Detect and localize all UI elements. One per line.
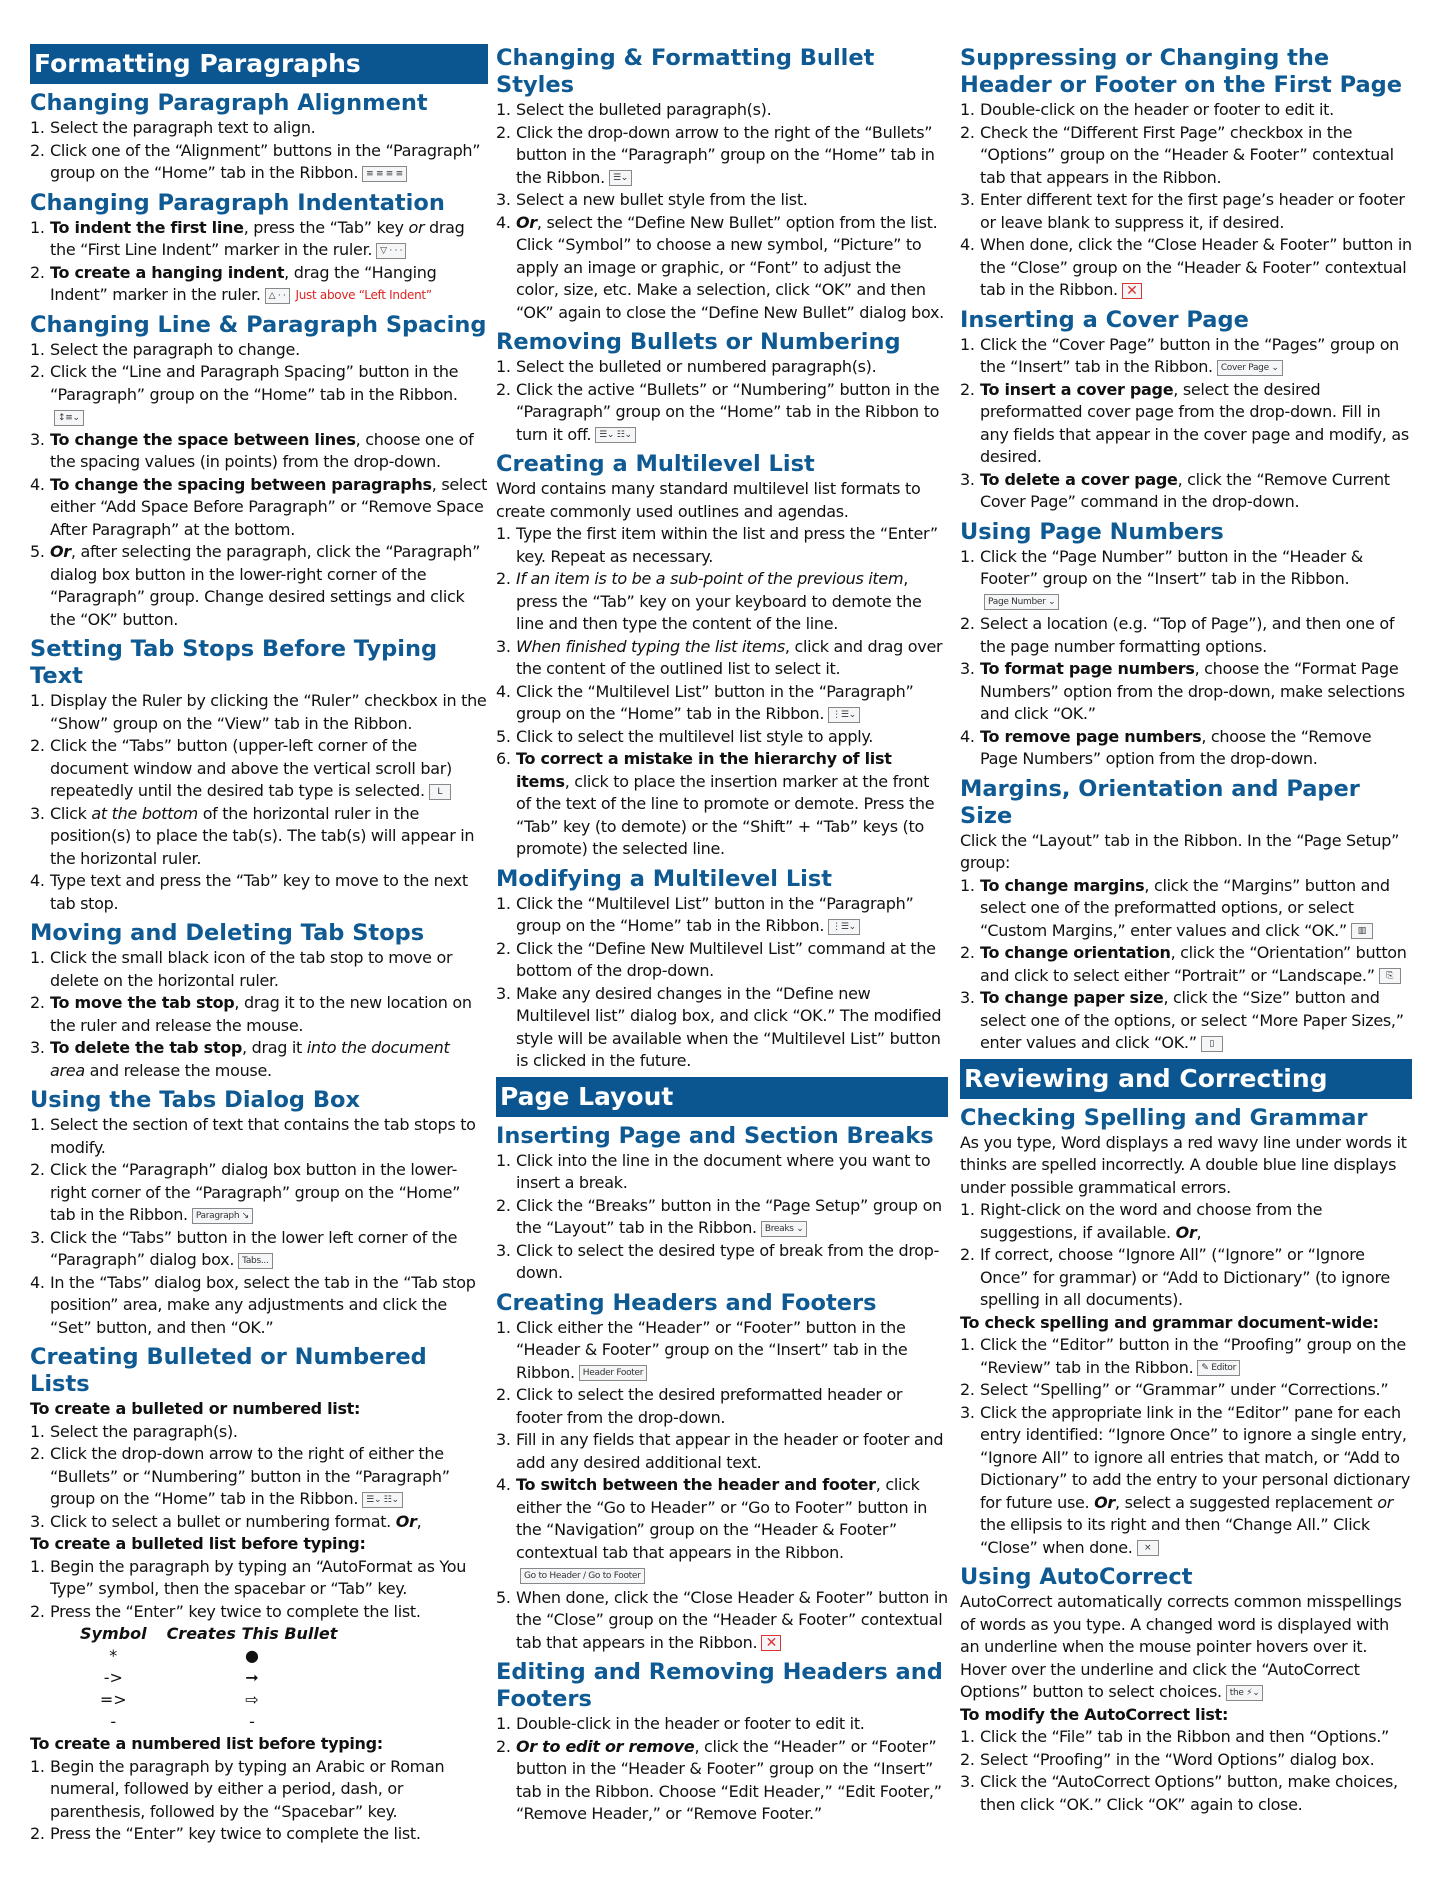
list-item [496, 938, 948, 983]
list-item [496, 1195, 948, 1240]
paragraph-group-icon: Paragraph ↘ [192, 1208, 253, 1224]
list-item [496, 122, 948, 190]
table-row [70, 1711, 347, 1733]
bullets-dropdown-icon: ☰⌄ [609, 170, 632, 186]
text-run: Select the section of text that contains the tab stops to modify. [50, 1115, 476, 1157]
text-run: , select the “Define New Bullet” option from the list. Click “Symbol” to choose a new symbol, “Picture” to apply an image or graphic, or “Font” to adjust the color, size, etc. Make a selection, click “OK” and then “OK” again to close the “Define New Bullet” dialog box. [516, 212, 944, 322]
text-run: To modify the AutoCorrect list: [960, 1704, 1229, 1724]
text-run: Click the “Define New Multilevel List” command at the bottom of the drop-down. [516, 938, 936, 980]
column-2 [496, 40, 948, 1826]
text-run: , drag it [242, 1038, 307, 1057]
bold-text: To remove page numbers [980, 726, 1202, 746]
list-item [30, 947, 488, 992]
list-item [30, 474, 488, 542]
list-item [30, 339, 488, 362]
text-run: Click to select the desired preformatted header or footer from the drop-down. [516, 1385, 903, 1427]
table-row [70, 1689, 347, 1711]
list-item [30, 1511, 488, 1534]
text-run: Select the bulleted or numbered paragraph(s). [516, 357, 877, 376]
text-run: Click [50, 803, 92, 823]
text-run: When done, click the “Close Header & Footer” button in the “Close” group on the “Header & Footer” contextual tab in the Ribbon. [980, 235, 1412, 299]
text-run: , click to place the insertion marker at the front of the text of the line to promote or demote. Press the “Tab” key (to demote) or the “Shift” + “Tab” keys (to promote) the selected line. [516, 771, 935, 858]
bold-text: To change orientation [980, 943, 1171, 962]
list-item [30, 429, 488, 474]
text-run: Click to select a bullet or numbering format. [50, 1511, 396, 1531]
bold-italic-run: Or to edit or remove [516, 1736, 695, 1756]
text-run: Select the paragraph(s). [50, 1421, 238, 1441]
text-run: , drag the “Hanging Indent” marker in the ruler. [50, 262, 437, 304]
numbered-list [30, 1756, 488, 1846]
size-icon: ▯ [1201, 1036, 1223, 1052]
ruler-hanging-icon: △ · · [265, 288, 290, 304]
section-heading: Inserting Page and Section Breaks [496, 1122, 934, 1149]
table-cell: -> [103, 1668, 123, 1687]
list-item [30, 1756, 488, 1824]
bold-italic-run: Or [516, 212, 537, 232]
text-run: To create a bulleted or numbered list: [30, 1399, 361, 1418]
table-cell: * [109, 1646, 118, 1665]
list-item [496, 1240, 948, 1285]
text-run: Word contains many standard multilevel list formats to create commonly used outlines and agendas. [496, 479, 921, 521]
list-item [30, 262, 488, 307]
text-run: Display the Ruler by clicking the “Ruler” checkbox in the “Show” group on the “View” tab in the Ribbon. [50, 691, 487, 733]
text-run: , click the “Margins” button and select one of the preformatted options, or select “Custom Margins,” enter values and click “OK.” [980, 875, 1390, 940]
text-run: , choose one of the spacing values (in points) from the drop-down. [50, 429, 474, 471]
section-heading: Using AutoCorrect [960, 1564, 1193, 1590]
list-item [960, 122, 1412, 190]
numbered-list [496, 1150, 948, 1285]
line-spacing-icon: ↕≡⌄ [54, 410, 84, 426]
list-item [496, 379, 948, 447]
text-run: Begin the paragraph by typing an Arabic or Roman numeral, followed by either a period, dash, or parenthesis, followed by the “Spacebar” key. [50, 1756, 445, 1821]
list-item [960, 613, 1412, 658]
tabs-button-icon: Tabs... [238, 1253, 272, 1269]
italic-text: into the document area [50, 1038, 450, 1080]
list-item [30, 1114, 488, 1159]
italic-text: When finished typing the list items [516, 636, 785, 656]
list-item [30, 1159, 488, 1227]
list-item [30, 140, 488, 185]
numbered-list [960, 875, 1412, 1055]
numbered-list [960, 1199, 1412, 1312]
list-item [496, 726, 948, 749]
list-item [960, 987, 1412, 1055]
numbered-list [496, 99, 948, 324]
text-run: Check the “Different First Page” checkbox in the “Options” group on the “Header & Footer” contextual tab that appears in the Ribbon. [980, 122, 1394, 187]
list-item [960, 1771, 1412, 1816]
text-run: , select a suggested replacement [1115, 1492, 1378, 1512]
numbered-list [30, 690, 488, 915]
list-item [30, 217, 488, 262]
text-run: , click the “Orientation” button and click to select either “Portrait” or “Landscape.” [980, 943, 1407, 985]
text-run: Select a location (e.g. “Top of Page”), and then one of the page number formatting options. [980, 614, 1395, 656]
bold-italic-run: Or [50, 542, 71, 561]
numbered-list [960, 546, 1412, 771]
text-run: of the horizontal ruler in the position(s) to place the tab(s). The tab(s) will appear in the horizontal ruler. [50, 803, 475, 868]
text-run: Click the active “Bullets” or “Numbering” button in the “Paragraph” group on the “Home” tab in the Ribbon to turn it off. [516, 379, 940, 444]
text-run: Click the “Line and Paragraph Spacing” button in the “Paragraph” group on the “Home” tab in the Ribbon. [50, 362, 459, 404]
text-run: , press the “Tab” key [243, 217, 409, 237]
text-run: Click the small black icon of the tab stop to move or delete on the horizontal ruler. [50, 948, 453, 990]
go-to-header-footer-icon: Go to Header / Go to Footer [520, 1568, 645, 1584]
text-run: Select the paragraph to change. [50, 339, 300, 359]
bold-italic-text [1176, 1223, 1197, 1242]
list-item [960, 546, 1412, 614]
list-item [496, 523, 948, 568]
text-run: Right-click on the word and choose from the suggestions, if available. [980, 1200, 1323, 1242]
paragraph [960, 1591, 1412, 1704]
list-item [496, 748, 948, 861]
align-buttons-icon: ≡ ≡ ≡ ≡ [362, 166, 407, 182]
list-item [30, 870, 488, 915]
numbered-list [30, 117, 488, 185]
text-run: , press the “Tab” key on your keyboard to demote the line and then type the content of the line. [516, 569, 922, 633]
numbered-list [30, 1114, 488, 1339]
numbered-list [30, 339, 488, 632]
section-heading: Editing and Removing Headers and Footers [496, 1659, 943, 1712]
list-item [960, 99, 1412, 122]
text-run: , click the “Remove Current Cover Page” command in the drop-down. [980, 469, 1390, 511]
text-run: , click and drag over the content of the outlined list to select it. [516, 636, 943, 678]
symbol-table [70, 1623, 347, 1733]
text-run: drag the “First Line Indent” marker in the ruler. [50, 217, 465, 259]
section-heading: Suppressing or Changing the Header or Footer on the First Page [960, 45, 1403, 98]
list-item [496, 1317, 948, 1385]
bold-text: To correct a mistake in the hierarchy of list items [516, 749, 892, 791]
section-banner: Reviewing and Correcting [960, 1059, 1412, 1099]
bold-text: To change paper size [980, 988, 1164, 1007]
text-run: In the “Tabs” dialog box, select the tab in the “Tab stop position” area, make any adjustments and click the “Set” button, and then “OK.” [50, 1272, 476, 1337]
tab-selector-icon: L [429, 784, 451, 800]
list-item [496, 1150, 948, 1195]
column-header: Creates This Bullet [166, 1624, 338, 1643]
list-item [30, 1272, 488, 1340]
text-run: Click the “Multilevel List” button in the “Paragraph” group on the “Home” tab in the Ribbon. [516, 681, 914, 723]
section-heading: Creating a Multilevel List [496, 451, 815, 477]
list-item [30, 690, 488, 735]
header-footer-icon: Header Footer [579, 1365, 647, 1381]
list-item [30, 803, 488, 871]
bold-italic-text [1094, 1493, 1115, 1512]
text-run: Click the “Cover Page” button in the “Pages” group on the “Insert” tab in the Ribbon. [980, 334, 1400, 376]
list-item [496, 1587, 948, 1655]
text-run: , drag it to the new location on the ruler and release the mouse. [50, 993, 472, 1035]
section-heading: Using the Tabs Dialog Box [30, 1087, 360, 1113]
text-run: Click the “Paragraph” dialog box button in the lower-right corner of the “Paragraph” group on the “Home” tab in the Ribbon. [50, 1160, 461, 1224]
paragraph [960, 1132, 1412, 1200]
text-run: , choose the “Remove Page Numbers” option from the drop-down. [980, 726, 1372, 768]
text-run: the ellipsis to its right and then “Change All.” Click “Close” when done. [980, 1515, 1370, 1557]
bold-italic-run: Or [1175, 1222, 1197, 1242]
close-header-footer-icon: ✕ [1122, 283, 1142, 299]
numbered-list [496, 523, 948, 861]
list-item [496, 1736, 948, 1826]
list-item [960, 1334, 1412, 1379]
list-item [30, 1037, 488, 1082]
numbered-list [496, 893, 948, 1073]
text-run: and release the mouse. [84, 1060, 272, 1080]
list-item [496, 356, 948, 379]
text-run: Click the “Layout” tab in the Ribbon. In the “Page Setup” group: [960, 830, 1400, 872]
bold-text: To insert a cover page [980, 379, 1174, 399]
text-run: Click the “File” tab in the Ribbon and then “Options.” [980, 1727, 1390, 1746]
bold-text: To switch between the header and footer [516, 1475, 876, 1494]
bold-text: To change margins [980, 875, 1145, 895]
section-heading: Using Page Numbers [960, 518, 1224, 545]
paragraph [960, 830, 1412, 875]
list-item [960, 1726, 1412, 1749]
text-run: Click to select the multilevel list style to apply. [516, 726, 874, 746]
list-item [960, 1402, 1412, 1560]
text-run: Click the “Breaks” button in the “Page Setup” group on the “Layout” tab in the Ribbon. [516, 1195, 942, 1237]
numbered-list [496, 356, 948, 446]
text-run: Select “Proofing” in the “Word Options” dialog box. [980, 1749, 1375, 1769]
list-item [496, 983, 948, 1073]
list-item [496, 189, 948, 212]
bold-text: To delete the tab stop [50, 1038, 243, 1057]
list-item [960, 658, 1412, 726]
text-run: , select the desired preformatted cover page from the drop-down. Fill in any fields that appear in the cover page and modify, as desired. [980, 379, 1409, 466]
table-row [70, 1645, 347, 1667]
text-run: Enter different text for the first page’s header or footer or leave blank to suppress it, if desired. [980, 190, 1405, 232]
list-item [30, 1421, 488, 1444]
table-cell: => [99, 1690, 127, 1709]
text-run: If correct, choose “Ignore All” (“Ignore” or “Ignore Once” for grammar) or “Add to Dictionary” (to ignore spelling in all documents). [980, 1245, 1390, 1309]
bold-text: To change the space between lines [50, 429, 356, 449]
table-cell: ⇨ [245, 1690, 259, 1709]
section-heading: Removing Bullets or Numbering [496, 329, 901, 355]
section-heading: Changing Paragraph Indentation [30, 189, 445, 216]
cover-page-icon: Cover Page ⌄ [1217, 360, 1283, 376]
text-run: Click the “Tabs” button in the lower left corner of the “Paragraph” dialog box. [50, 1227, 458, 1269]
editor-icon: ✎ Editor [1197, 1360, 1240, 1376]
list-item [960, 379, 1412, 469]
list-item [30, 1601, 488, 1624]
subheading [960, 1704, 1412, 1727]
table-cell: ● [244, 1646, 259, 1665]
bold-italic-text [396, 1512, 417, 1531]
text-run: Click the drop-down arrow to the right of either the “Bullets” or “Numbering” button in the “Paragraph” group on the “Home” tab in the Ribbon. [50, 1444, 450, 1508]
text-run: To create a numbered list before typing: [30, 1734, 383, 1753]
subheading [30, 1398, 488, 1421]
text-run: Click the “Multilevel List” button in the “Paragraph” group on the “Home” tab in the Ribbon. [516, 893, 914, 935]
bold-text: To format page numbers [980, 659, 1195, 678]
text-run: , [416, 1511, 422, 1531]
text-run: When done, click the “Close Header & Footer” button in the “Close” group on the “Header & Footer” contextual tab that appears in the Ribbon. [516, 1587, 948, 1652]
list-item [496, 893, 948, 938]
list-item [496, 1474, 948, 1587]
section-heading: Changing Line & Paragraph Spacing [30, 311, 487, 338]
list-item [496, 1429, 948, 1474]
list-item [960, 1244, 1412, 1312]
text-run: Click the “Page Number” button in the “Header & Footer” group on the “Insert” tab in the Ribbon. [980, 546, 1363, 588]
text-run: Double-click on the header or footer to edit it. [980, 100, 1334, 119]
subheading [30, 1733, 488, 1756]
list-item [496, 1713, 948, 1736]
text-run: , [1196, 1222, 1202, 1242]
list-item [30, 1823, 488, 1846]
numbered-list [30, 1556, 488, 1624]
text-run: Click the “AutoCorrect Options” button, make choices, then click “OK.” Click “OK” again to close. [980, 1772, 1398, 1814]
column-header: Symbol [80, 1624, 147, 1643]
column-3 [960, 40, 1412, 1816]
section-heading: Checking Spelling and Grammar [960, 1104, 1368, 1131]
table-cell: - [249, 1712, 255, 1731]
italic-text: or [1377, 1492, 1393, 1512]
column-1 [30, 40, 488, 1846]
text-run: To create a bulleted list before typing: [30, 1534, 366, 1553]
section-heading: Creating Bulleted or Numbered Lists [30, 1344, 427, 1397]
list-item [496, 212, 948, 325]
table-cell: - [110, 1712, 117, 1731]
paragraph [496, 478, 948, 523]
section-heading: Modifying a Multilevel List [496, 865, 833, 892]
list-item [496, 1384, 948, 1429]
numbered-list [960, 1334, 1412, 1559]
numbered-list [960, 99, 1412, 302]
close-header-footer-icon: ✕ [761, 1635, 781, 1651]
orientation-icon: ⎘ [1379, 968, 1401, 984]
list-item [496, 636, 948, 681]
list-item [960, 875, 1412, 943]
table-cell: ➞ [245, 1668, 259, 1687]
list-item [960, 469, 1412, 514]
bullets-numbering-active-icon: ☰⌄ ☷⌄ [595, 427, 636, 443]
text-run: Type the first item within the list and press the “Enter” key. Repeat as necessary. [516, 524, 938, 566]
breaks-icon: Breaks ⌄ [761, 1221, 808, 1237]
section-heading: Changing & Formatting Bullet Styles [496, 45, 875, 98]
ruler-icon: ▽ · · · [376, 243, 406, 259]
list-item [496, 568, 948, 636]
numbered-list [496, 1317, 948, 1655]
text-run: Type text and press the “Tab” key to move to the next tab stop. [50, 871, 468, 913]
annotation-note: Just above “Left Indent” [295, 288, 432, 302]
numbered-list [30, 217, 488, 307]
subheading [960, 1312, 1412, 1335]
list-item [496, 99, 948, 122]
text-run: , choose the “Format Page Numbers” option from the drop-down, make selections and click “OK.” [980, 659, 1405, 723]
bold-italic-text [516, 213, 537, 232]
section-heading: Margins, Orientation and Paper Size [960, 775, 1360, 829]
text-run: Select a new bullet style from the list. [516, 190, 808, 209]
table-header-row [70, 1623, 347, 1645]
bold-text: To indent the first line [50, 217, 244, 237]
text-run: Click the appropriate link in the “Editor” pane for each entry identified: “Ignore Once” to ignore a single entry, “Ignore All” to ignore all entries that match, or “Add to Dictionary” to add the entry to your personal dictionary for future use. [980, 1402, 1411, 1512]
text-run: Double-click in the header or footer to edit it. [516, 1714, 865, 1733]
multilevel-list-icon: ⋮☰⌄ [828, 919, 860, 935]
text-run: Click the “Editor” button in the “Proofing” group on the “Review” tab in the Ribbon. [980, 1335, 1406, 1377]
list-item [496, 681, 948, 726]
bold-text: To change the spacing between paragraphs [50, 474, 432, 494]
bold-text: To create a hanging indent [50, 262, 285, 282]
text-run: Select the bulleted paragraph(s). [516, 100, 772, 119]
list-item [960, 1199, 1412, 1244]
text-run: Click the drop-down arrow to the right of the “Bullets” button in the “Paragraph” group on the “Home” tab in the Ribbon. [516, 122, 935, 187]
numbered-list [960, 334, 1412, 514]
autocorrect-options-icon: the ⚡⌄ [1226, 1685, 1264, 1701]
italic-text: at the bottom [91, 803, 198, 823]
list-item [960, 1379, 1412, 1402]
text-run: Click into the line in the document where you want to insert a break. [516, 1150, 931, 1192]
list-item [30, 1443, 488, 1511]
table-row [70, 1667, 347, 1689]
bold-text: To move the tab stop [50, 993, 235, 1012]
bullets-numbering-icon: ☰⌄ ☷⌄ [362, 1492, 403, 1508]
bold-italic-text [50, 542, 71, 561]
text-run: , click the “Size” button and select one of the options, or select “More Paper Sizes,” enter values and click “OK.” [980, 988, 1404, 1052]
text-run: , select either “Add Space Before Paragraph” or “Remove Space After Paragraph” at the bottom. [50, 474, 488, 539]
text-run: Select “Spelling” or “Grammar” under “Corrections.” [980, 1380, 1389, 1399]
section-heading: Moving and Deleting Tab Stops [30, 920, 425, 946]
text-run: AutoCorrect automatically corrects common misspellings of words as you type. A changed word is displayed with an underline when the mouse pointer hovers over it. Hover over the underline and click the “AutoCorrect Options” button to select choices. [960, 1592, 1402, 1701]
list-item [30, 361, 488, 429]
list-item [30, 1556, 488, 1601]
text-run: Select the paragraph text to align. [50, 118, 316, 137]
bold-italic-text [516, 1737, 694, 1756]
text-run: Make any desired changes in the “Define new Multilevel list” dialog box, and click “OK.” The modified style will be available when the “Multilevel List” button is clicked in the future. [516, 983, 942, 1070]
list-item [30, 117, 488, 140]
bold-italic-run: Or [1094, 1492, 1116, 1512]
italic-text: If an item is to be a sub-point of the previous item [516, 569, 904, 588]
list-item [960, 334, 1412, 379]
text-run: Click one of the “Alignment” buttons in the “Paragraph” group on the “Home” tab in the Ribbon. [50, 140, 481, 182]
numbered-list [496, 1713, 948, 1826]
list-item [30, 1227, 488, 1272]
text-run: , click either the “Go to Header” or “Go to Footer” button in the “Navigation” group on the “Header & Footer” contextual tab that appears in the Ribbon. [516, 1475, 928, 1562]
text-run: Fill in any fields that appear in the header or footer and add any desired additional text. [516, 1430, 944, 1472]
text-run: To check spelling and grammar document-wide: [960, 1312, 1379, 1332]
multilevel-list-icon: ⋮☰⌄ [828, 707, 860, 723]
bold-text: To delete a cover page [980, 469, 1178, 489]
close-pane-icon: × [1137, 1540, 1159, 1556]
section-banner: Formatting Paragraphs [30, 44, 488, 84]
text-run: Begin the paragraph by typing an “AutoFormat as You Type” symbol, then the spacebar or “Tab” key. [50, 1556, 467, 1598]
list-item [960, 942, 1412, 987]
text-run: , after selecting the paragraph, click the “Paragraph” dialog box button in the lower-right corner of the “Paragraph” group. Change desired settings and click the “OK” button. [50, 542, 481, 629]
text-run: Press the “Enter” key twice to complete the list. [50, 1824, 421, 1843]
page-number-icon: Page Number ⌄ [984, 594, 1059, 610]
list-item [960, 234, 1412, 302]
section-heading: Changing Paragraph Alignment [30, 90, 428, 116]
list-item [960, 189, 1412, 234]
margins-icon: ▥ [1351, 923, 1373, 939]
list-item [30, 992, 488, 1037]
section-heading: Creating Headers and Footers [496, 1289, 877, 1316]
text-run: Click to select the desired type of break from the drop-down. [516, 1240, 940, 1282]
italic-text: or [408, 217, 425, 237]
numbered-list [30, 947, 488, 1082]
numbered-list [960, 1726, 1412, 1816]
text-run: Click either the “Header” or “Footer” button in the “Header & Footer” group on the “Insert” tab in the Ribbon. [516, 1317, 908, 1382]
list-item [960, 1749, 1412, 1772]
numbered-list [30, 1421, 488, 1534]
bold-italic-run: Or [395, 1511, 417, 1531]
text-run: Press the “Enter” key twice to complete the list. [50, 1601, 421, 1621]
section-banner: Page Layout [496, 1077, 948, 1117]
text-run: Click the “Tabs” button (upper-left corner of the document window and above the vertical scroll bar) repeatedly until the desired tab type is selected. [50, 736, 452, 800]
section-heading: Inserting a Cover Page [960, 306, 1249, 333]
text-run: , click the “Header” or “Footer” button in the “Header & Footer” group on the “Insert” tab in the Ribbon. Choose “Edit Header,” “Edit Footer,” “Remove Header,” or “Remove Footer.” [516, 1736, 942, 1823]
text-run: As you type, Word displays a red wavy line under words it thinks are spelled incorrectly. A double blue line displays under possible grammatical errors. [960, 1132, 1407, 1197]
section-heading: Setting Tab Stops Before Typing Text [30, 636, 438, 689]
list-item [30, 735, 488, 803]
list-item [30, 541, 488, 631]
list-item [960, 726, 1412, 771]
subheading [30, 1533, 488, 1556]
